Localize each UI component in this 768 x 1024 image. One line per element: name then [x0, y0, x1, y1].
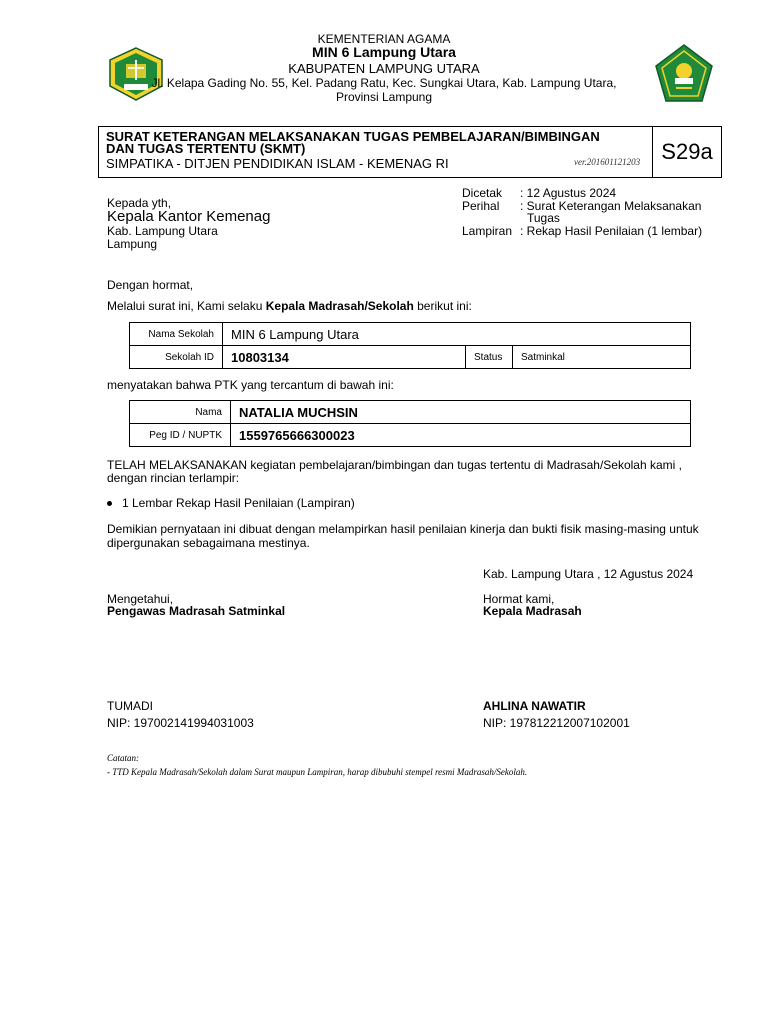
right-signer-name: AHLINA NAWATIR [483, 699, 586, 713]
left-signer-nip: NIP: 197002141994031003 [107, 716, 254, 730]
attachment-label: Lampiran [462, 224, 513, 238]
recipient-line-1: Kab. Lampung Utara [107, 224, 218, 238]
executed-line-1: TELAH MELAKSANAKAN kegiatan pembelajaran/bimbingan dan tugas tertentu di Madrasah/Sekolah kami , [107, 458, 682, 472]
ptk-declaration: menyatakan bahwa PTK yang tercantum di bawah ini: [107, 378, 394, 392]
left-signer-name: TUMADI [107, 699, 153, 713]
document-title-box [98, 126, 722, 178]
ptk-name-label: Nama [130, 401, 231, 424]
left-role: Pengawas Madrasah Satminkal [107, 604, 286, 618]
notes-label: Catatan: [107, 753, 140, 763]
intro-paragraph [107, 299, 472, 313]
form-code: S29a [652, 127, 721, 177]
table-row [130, 323, 691, 346]
bullet-icon [107, 501, 112, 506]
recipient-to-label: Kepada yth, [107, 196, 172, 210]
address-line-1: Jl. Kelapa Gading No. 55, Kel. Padang Ratu, Kec. Sungkai Utara, Kab. Lampung Utara, [151, 76, 617, 90]
ministry-name: KEMENTERIAN AGAMA [317, 32, 451, 46]
right-acknowledge: Hormat kami, [483, 592, 555, 606]
subject-value-line-2: Tugas [527, 211, 560, 225]
school-name-value: MIN 6 Lampung Utara [223, 323, 691, 346]
ptk-id-value: 1559765666300023 [231, 424, 691, 447]
table-row [130, 401, 691, 424]
executed-line-2: dengan rincian terlampir: [107, 471, 240, 485]
intro-bold: Kepala Madrasah/Sekolah [265, 299, 414, 313]
table-row [130, 424, 691, 447]
version-label: ver.201601121203 [574, 157, 641, 167]
intro-pre: Melalui surat ini, Kami selaku [107, 299, 266, 313]
status-label: Status [466, 346, 513, 369]
closing-line-1: Demikian pernyataan ini dibuat dengan melampirkan hasil penilaian kinerja dan bukti fisik masing-masing untuk [107, 522, 699, 536]
recipient-line-2: Lampung [107, 237, 158, 251]
list-item: 1 Lembar Rekap Hasil Penilaian (Lampiran) [122, 496, 355, 510]
place-date: Kab. Lampung Utara , 12 Agustus 2024 [483, 567, 694, 581]
right-role: Kepala Madrasah [483, 604, 582, 618]
regency-name: KABUPATEN LAMPUNG UTARA [288, 61, 480, 76]
title-line-1: SURAT KETERANGAN MELAKSANAKAN TUGAS PEMBELAJARAN/BIMBINGAN [106, 129, 600, 144]
school-id-value: 10803134 [223, 346, 466, 369]
school-id-label: Sekolah ID [130, 346, 223, 369]
intro-post: berikut ini: [413, 299, 472, 313]
subject-label: Perihal [462, 199, 500, 213]
title-line-2: DAN TUGAS TERTENTU (SKMT) [106, 141, 306, 156]
ptk-name-value: NATALIA MUCHSIN [231, 401, 691, 424]
address-line-2: Provinsi Lampung [335, 90, 433, 104]
closing-line-2: dipergunakan sebagaimana mestinya. [107, 536, 310, 550]
school-name: MIN 6 Lampung Utara [312, 44, 456, 60]
ptk-table [129, 400, 691, 447]
status-value: Satminkal [513, 346, 691, 369]
greeting: Dengan hormat, [107, 278, 194, 292]
ptk-id-label: Peg ID / NUPTK [130, 424, 231, 447]
system-subtitle: SIMPATIKA - DITJEN PENDIDIKAN ISLAM - KEMENAG RI [106, 156, 449, 171]
printed-value: : 12 Agustus 2024 [520, 186, 617, 200]
left-acknowledge: Mengetahui, [107, 592, 174, 606]
attachment-value: : Rekap Hasil Penilaian (1 lembar) [520, 224, 703, 238]
recipient-name: Kepala Kantor Kemenag [107, 208, 271, 225]
notes-text: - TTD Kepala Madrasah/Sekolah dalam Surat maupun Lampiran, harap dibubuhi stempel resmi Madrasah/Sekolah. [107, 767, 528, 777]
bullet-list [107, 496, 355, 510]
printed-label: Dicetak [462, 186, 503, 200]
school-name-label: Nama Sekolah [130, 323, 223, 346]
table-row [130, 346, 691, 369]
right-signer-nip: NIP: 197812212007102001 [483, 716, 630, 730]
school-table [129, 322, 691, 369]
subject-value-line-1: : Surat Keterangan Melaksanakan [520, 199, 702, 213]
